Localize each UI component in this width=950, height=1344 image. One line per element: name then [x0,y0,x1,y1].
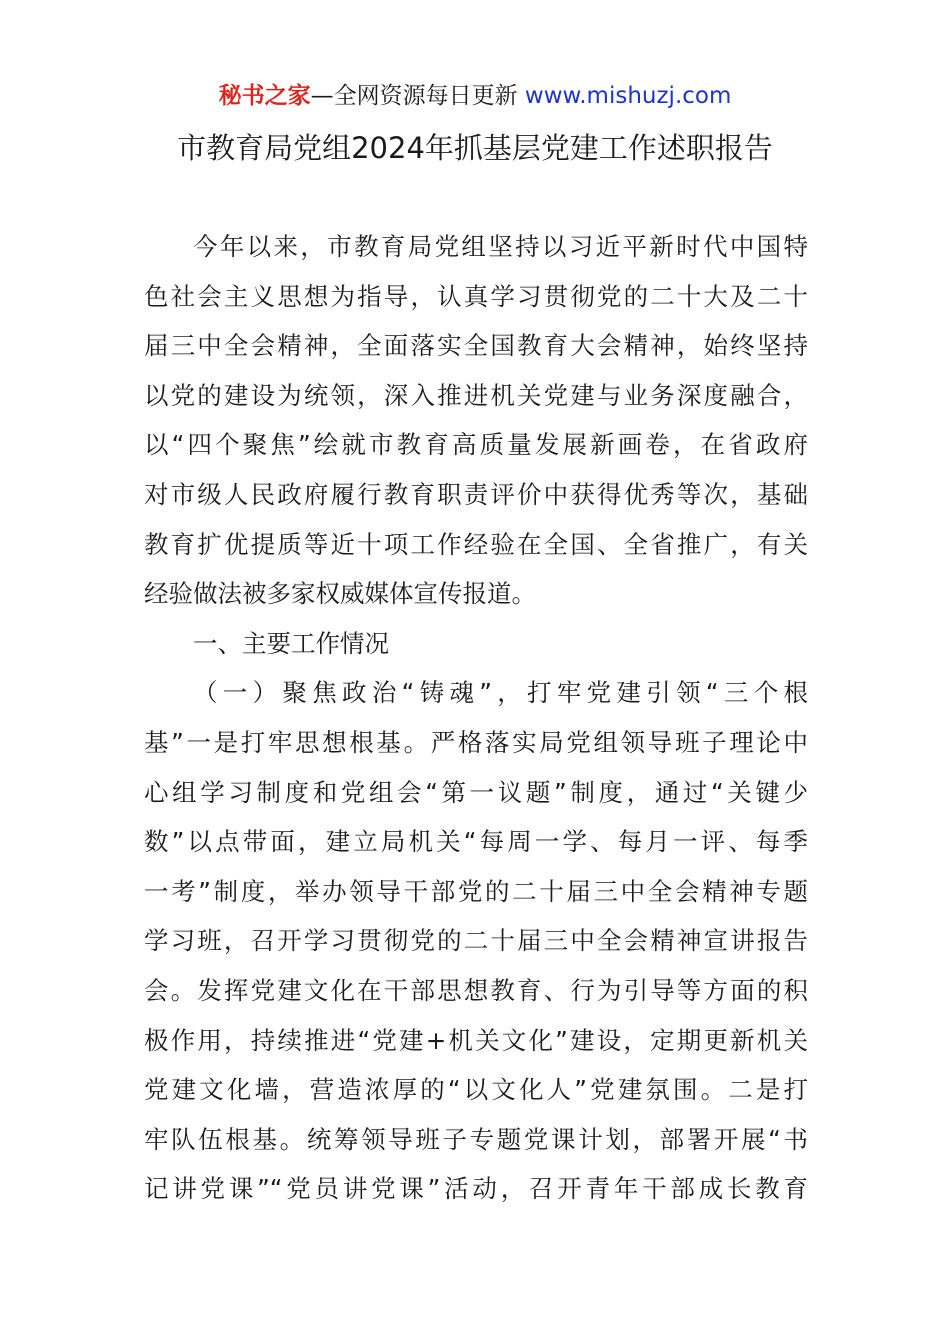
paragraph-line: 党建文化墙，营造浓厚的“以文化人”党建氛围。二是打 [144,1075,808,1105]
paragraph-line: 以党的建设为统领，深入推进机关党建与业务深度融合， [144,380,808,410]
paragraph-line: 牢队伍根基。统筹领导班子专题党课计划，部署开展“书 [144,1124,808,1154]
paragraph-line: 一考”制度，举办领导干部党的二十届三中全会精神专题 [144,876,808,906]
paragraph-line: 数”以点带面，建立局机关“每周一学、每月一评、每季 [144,827,808,857]
paragraph-line: （一）聚焦政治“铸魂”，打牢党建引领“三个根 [193,678,808,708]
site-header [0,80,950,112]
paragraph-line: 会。发挥党建文化在干部思想教育、行为引导等方面的积 [144,975,808,1005]
site-tagline: —全网资源每日更新 [310,83,525,109]
paragraph-line: 以“四个聚焦”绘就市教育高质量发展新画卷，在省政府 [144,430,808,460]
site-url-link[interactable]: www.mishuzj.com [524,83,732,109]
paragraph-line: 心组学习制度和党组会“第一议题”制度，通过“关键少 [144,777,808,807]
section-heading: 一、主要工作情况 [193,628,389,658]
paragraph-line: 对市级人民政府履行教育职责评价中获得优秀等次，基础 [144,479,808,509]
paragraph-line: 色社会主义思想为指导，认真学习贯彻党的二十大及二十 [144,281,808,311]
paragraph-line: 教育扩优提质等近十项工作经验在全国、全省推广，有关 [144,529,808,559]
document-body [144,222,808,1214]
site-name: 秘书之家 [218,83,311,109]
paragraph-line: 学习班，召开学习贯彻党的二十届三中全会精神宣讲报告 [144,926,808,956]
paragraph-line: 极作用，持续推进“党建+机关文化”建设，定期更新机关 [144,1025,808,1055]
paragraph-line: 经验做法被多家权威媒体宣传报道。 [144,579,536,609]
paragraph-line: 今年以来，市教育局党组坚持以习近平新时代中国特 [193,232,808,261]
document-title: 市教育局党组2024年抓基层党建工作述职报告 [177,131,773,165]
paragraph-line: 届三中全会精神，全面落实全国教育大会精神，始终坚持 [144,331,808,361]
paragraph-line: 基”一是打牢思想根基。严格落实局党组领导班子理论中 [144,727,808,757]
paragraph-line: 记讲党课”“党员讲党课”活动，召开青年干部成长教育 [144,1174,808,1204]
